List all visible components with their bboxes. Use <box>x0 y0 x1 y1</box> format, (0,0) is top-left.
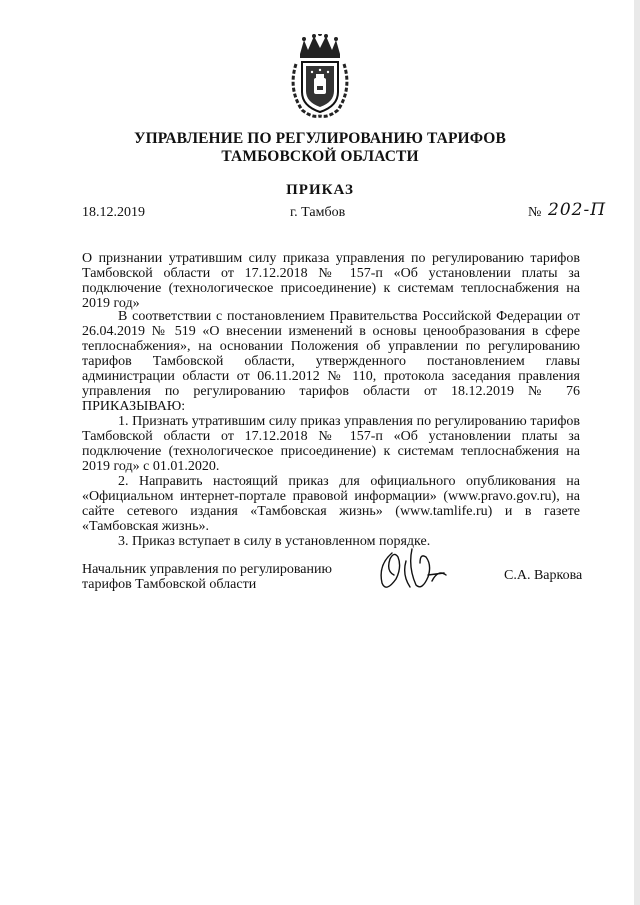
tambov-coat-of-arms-icon <box>288 34 352 118</box>
document-number-sign: № <box>528 205 542 220</box>
scan-edge-shadow <box>634 0 640 905</box>
signer-position: Начальник управления по регулированию тарифов Тамбовской области <box>82 562 332 592</box>
order-item-3: 3. Приказ вступает в силу в установленном порядке. <box>118 534 431 549</box>
document-type-heading: ПРИКАЗ <box>286 182 354 198</box>
handwritten-signature-icon <box>372 545 482 595</box>
document-date: 18.12.2019 <box>82 205 145 220</box>
organization-title-line-1: УПРАВЛЕНИЕ ПО РЕГУЛИРОВАНИЮ ТАРИФОВ <box>134 130 506 147</box>
document-city: г. Тамбов <box>290 205 346 220</box>
order-item-1: 1. Признать утратившим силу приказ управления по регулированию тарифов Тамбовской области от 17.12.2018 № 157-п «Об установлении платы за подключение (технологическое присоединение) к системам теплоснабжения на 2019 год» с 01.01.2020. <box>82 414 580 474</box>
signer-name: С.А. Варкова <box>504 568 583 583</box>
preamble-paragraph: В соответствии с постановлением Правительства Российской Федерации от 26.04.2019 № 519 «О внесении изменений в основы ценообразования в сфере теплоснабжения», на основании Положения об управлении по регулированию тарифов Тамбовской области, утвержденного постановлением главы администрации области от 06.11.2012 № 110, протокола заседания правления управления по регулированию тарифов области от 18.12.2019 № 76 ПРИКАЗЫВАЮ: <box>82 309 580 414</box>
order-item-2: 2. Направить настоящий приказ для официального опубликования на «Официальном интернет-портале правовой информации» (www.pravo.gov.ru), на сайте сетевого издания «Тамбовская жизнь» (www.tamlife.ru) и в газете «Тамбовская жизнь». <box>82 474 580 534</box>
document-number-handwritten: 202-П <box>548 200 607 220</box>
organization-title-line-2: ТАМБОВСКОЙ ОБЛАСТИ <box>221 148 419 165</box>
document-subject: О признании утратившим силу приказа управления по регулированию тарифов Тамбовской области от 17.12.2018 № 157-п «Об установлении платы за подключение (технологическое присоединение) к системам теплоснабжения на 2019 год» <box>82 251 580 311</box>
document-body <box>82 309 580 549</box>
